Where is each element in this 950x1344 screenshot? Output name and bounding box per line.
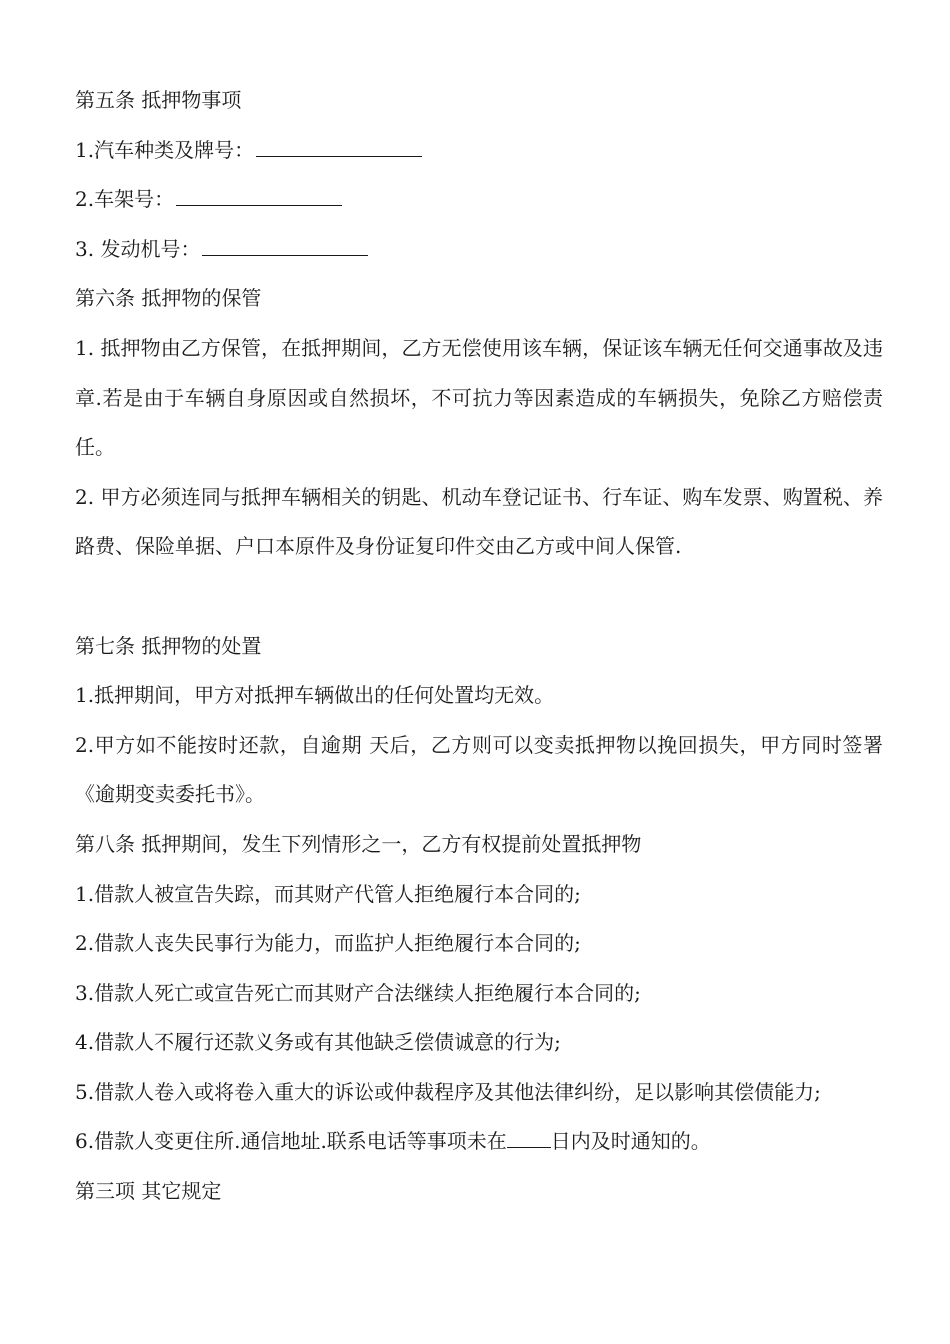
engine-number-blank bbox=[202, 254, 368, 256]
article-8-title: 第八条 抵押期间，发生下列情形之一，乙方有权提前处置抵押物 bbox=[75, 831, 642, 856]
article-8-item-1: 1.借款人被宣告失踪，而其财产代管人拒绝履行本合同的; bbox=[75, 881, 581, 906]
article-8-item-4: 4.借款人不履行还款义务或有其他缺乏偿债诚意的行为; bbox=[75, 1030, 561, 1055]
notice-days-text-after: 日内及时通知的。 bbox=[550, 1129, 711, 1154]
notice-days-blank bbox=[507, 1146, 551, 1148]
article-5-item-2 bbox=[75, 175, 883, 225]
article-7-item-2: 2.甲方如不能按时还款，自逾期 天后，乙方则可以变卖抵押物以挽回损失，甲方同时签署《逾期变卖委托书》。 bbox=[75, 732, 883, 807]
article-5-title: 第五条 抵押物事项 bbox=[75, 88, 242, 112]
notice-days-text-before: 6.借款人变更住所.通信地址.联系电话等事项未在 bbox=[75, 1129, 507, 1154]
article-5-item-3 bbox=[75, 225, 883, 275]
article-8-item-6 bbox=[75, 1117, 883, 1167]
article-6-item-2: 2. 甲方必须连同与抵押车辆相关的钥匙、机动车登记证书、行车证、购车发票、购置税、养路费、保险单据、户口本原件及身份证复印件交由乙方或中间人保管. bbox=[75, 484, 883, 559]
article-8-item-3: 3.借款人死亡或宣告死亡而其财产合法继续人拒绝履行本合同的; bbox=[75, 980, 641, 1005]
vehicle-type-label: 1.汽车种类及牌号： bbox=[75, 137, 255, 162]
article-8-item-5: 5.借款人卷入或将卷入重大的诉讼或仲裁程序及其他法律纠纷，足以影响其偿债能力; bbox=[75, 1079, 821, 1104]
vehicle-type-blank bbox=[256, 155, 422, 157]
paragraph-gap bbox=[75, 572, 883, 622]
frame-number-blank bbox=[176, 204, 342, 206]
frame-number-label: 2.车架号： bbox=[75, 187, 175, 212]
article-6-item-1: 1. 抵押物由乙方保管，在抵押期间，乙方无偿使用该车辆，保证该车辆无任何交通事故及违章.若是由于车辆自身原因或自然损坏，不可抗力等因素造成的车辆损失，免除乙方赔偿责任。 bbox=[75, 335, 883, 460]
article-7-title: 第七条 抵押物的处置 bbox=[75, 633, 262, 658]
article-5-item-1 bbox=[75, 126, 883, 176]
section-3-title: 第三项 其它规定 bbox=[75, 1179, 222, 1204]
article-8-item-2: 2.借款人丧失民事行为能力，而监护人拒绝履行本合同的; bbox=[75, 931, 581, 956]
engine-number-label: 3. 发动机号： bbox=[75, 236, 201, 261]
article-7-item-1: 1.抵押期间，甲方对抵押车辆做出的任何处置均无效。 bbox=[75, 683, 555, 708]
contract-body bbox=[75, 76, 883, 1217]
article-6-title: 第六条 抵押物的保管 bbox=[75, 286, 262, 311]
